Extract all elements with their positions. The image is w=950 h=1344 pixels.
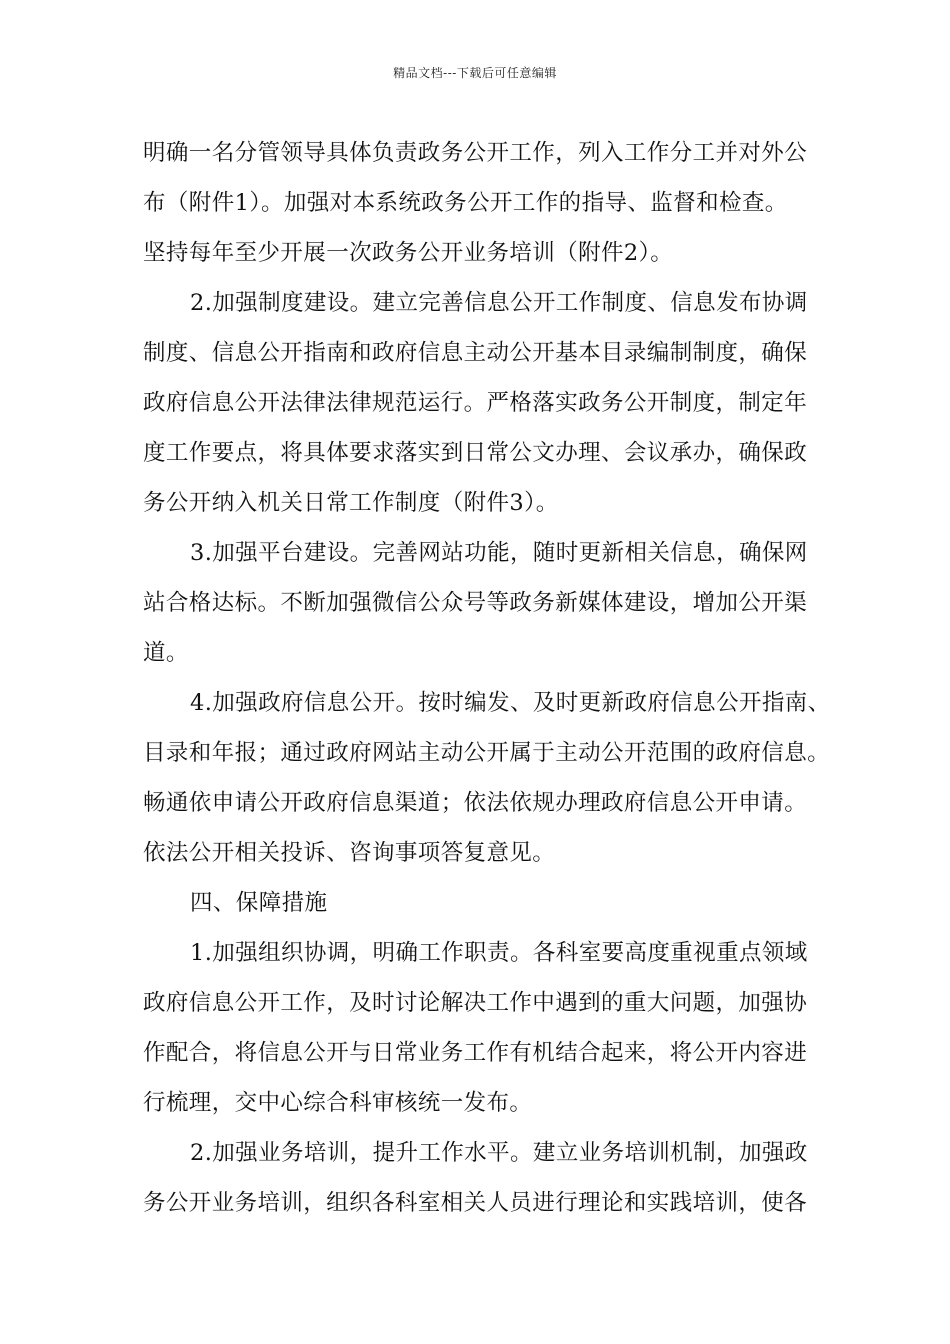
text-line: 依法公开相关投诉、咨询事项答复意见。 — [143, 840, 556, 866]
text-line: 3.加强平台建设。完善网站功能，随时更新相关信息，确保网 — [190, 540, 808, 566]
text-line: 坚持每年至少开展一次政务公开业务培训（附件2）。 — [143, 240, 674, 266]
text-line: 1.加强组织协调，明确工作职责。各科室要高度重视重点领域 — [190, 940, 808, 966]
text-line: 作配合，将信息公开与日常业务工作有机结合起来，将公开内容进 — [143, 1040, 808, 1066]
text-line: 站合格达标。不断加强微信公众号等政务新媒体建设，增加公开渠 — [143, 590, 808, 616]
text-line: 政府信息公开法律法律规范运行。严格落实政务公开制度，制定年 — [143, 390, 808, 416]
text-line: 四、保障措施 — [190, 890, 328, 916]
text-line: 度工作要点，将具体要求落实到日常公文办理、会议承办，确保政 — [143, 440, 808, 466]
document-body — [143, 128, 831, 1228]
text-line: 2.加强制度建设。建立完善信息公开工作制度、信息发布协调 — [190, 290, 808, 316]
text-line: 4.加强政府信息公开。按时编发、及时更新政府信息公开指南、 — [190, 690, 831, 716]
text-line: 2.加强业务培训，提升工作水平。建立业务培训机制，加强政 — [190, 1140, 808, 1166]
text-line: 布（附件1）。加强对本系统政务公开工作的指导、监督和检查。 — [143, 190, 788, 216]
text-line: 务公开纳入机关日常工作制度（附件3）。 — [143, 490, 559, 516]
text-line: 行梳理，交中心综合科审核统一发布。 — [143, 1090, 533, 1116]
text-line: 道。 — [143, 640, 189, 666]
text-line: 目录和年报；通过政府网站主动公开属于主动公开范围的政府信息。 — [143, 740, 831, 766]
text-line: 明确一名分管领导具体负责政务公开工作，列入工作分工并对外公 — [143, 140, 808, 166]
text-line: 畅通依申请公开政府信息渠道；依法依规办理政府信息公开申请。 — [143, 790, 808, 816]
text-line: 务公开业务培训，组织各科室相关人员进行理论和实践培训，使各 — [143, 1190, 808, 1216]
page-header: 精品文档---下载后可任意编辑 — [393, 66, 557, 80]
text-line: 制度、信息公开指南和政府信息主动公开基本目录编制制度，确保 — [143, 340, 808, 366]
text-line: 政府信息公开工作，及时讨论解决工作中遇到的重大问题，加强协 — [143, 990, 808, 1016]
